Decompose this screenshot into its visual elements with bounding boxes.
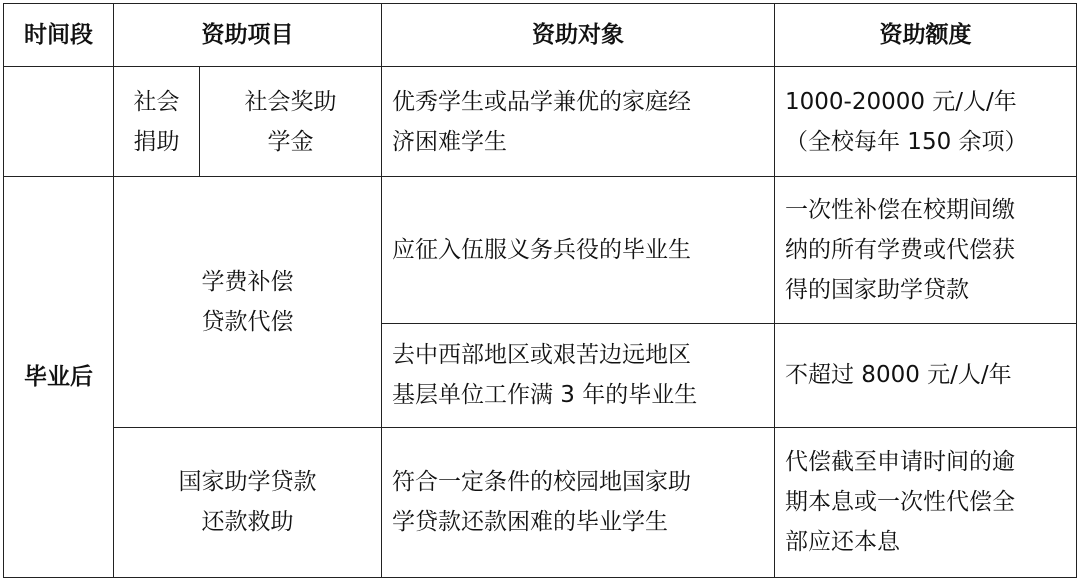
- target-cell: [382, 177, 775, 323]
- table-row: [4, 427, 1077, 577]
- project-cell: [200, 67, 382, 177]
- project-line: 学金: [267, 128, 314, 155]
- amount-line: 不超过 8000 元/人/年: [785, 362, 1012, 389]
- project-line: 社会奖助: [244, 88, 337, 115]
- header-period: 时间段: [4, 4, 114, 67]
- category-cell: [114, 67, 200, 177]
- header-target: 资助对象: [382, 4, 775, 67]
- target-line: 去中西部地区或艰苦边远地区: [392, 342, 691, 369]
- project-line: 还款救助: [201, 509, 294, 536]
- table-row: [4, 177, 1077, 323]
- amount-line: 纳的所有学费或代偿获: [785, 236, 1015, 263]
- period-cell: 毕业后: [4, 177, 114, 578]
- project-line: 国家助学贷款: [178, 469, 317, 496]
- project-line: 贷款代偿: [201, 309, 294, 335]
- header-amount: 资助额度: [775, 4, 1077, 67]
- header-project: 资助项目: [114, 4, 382, 67]
- amount-cell: [775, 177, 1077, 323]
- target-cell: [382, 67, 775, 177]
- period-cell-empty: [4, 67, 114, 177]
- project-line: 学费补偿: [201, 269, 294, 295]
- target-line: 应征入伍服义务兵役的毕业生: [392, 236, 691, 263]
- target-line: 济困难学生: [392, 128, 507, 155]
- amount-cell: [775, 427, 1077, 577]
- amount-line: （全校每年 150 余项）: [785, 128, 1028, 155]
- category-line: 社会: [133, 88, 180, 115]
- table-row: [4, 67, 1077, 177]
- target-line: 符合一定条件的校园地国家助: [392, 469, 691, 496]
- header-row: [4, 4, 1077, 67]
- target-line: 基层单位工作满 3 年的毕业生: [392, 382, 698, 409]
- target-cell: [382, 323, 775, 427]
- amount-line: 部应还本息: [785, 529, 900, 556]
- amount-line: 代偿截至申请时间的逾: [785, 449, 1015, 476]
- project-cell: [114, 427, 382, 577]
- amount-line: 一次性补偿在校期间缴: [785, 196, 1015, 223]
- target-line: 学贷款还款困难的毕业学生: [392, 509, 668, 536]
- target-cell: [382, 427, 775, 577]
- aid-table: [3, 3, 1077, 578]
- category-line: 捐助: [133, 128, 180, 155]
- amount-line: 得的国家助学贷款: [785, 276, 969, 303]
- target-line: 优秀学生或品学兼优的家庭经: [392, 88, 691, 115]
- amount-cell: [775, 67, 1077, 177]
- project-cell: [114, 177, 382, 427]
- amount-line: 期本息或一次性代偿全: [785, 489, 1015, 516]
- amount-cell: [775, 323, 1077, 427]
- amount-line: 1000-20000 元/人/年: [785, 88, 1017, 115]
